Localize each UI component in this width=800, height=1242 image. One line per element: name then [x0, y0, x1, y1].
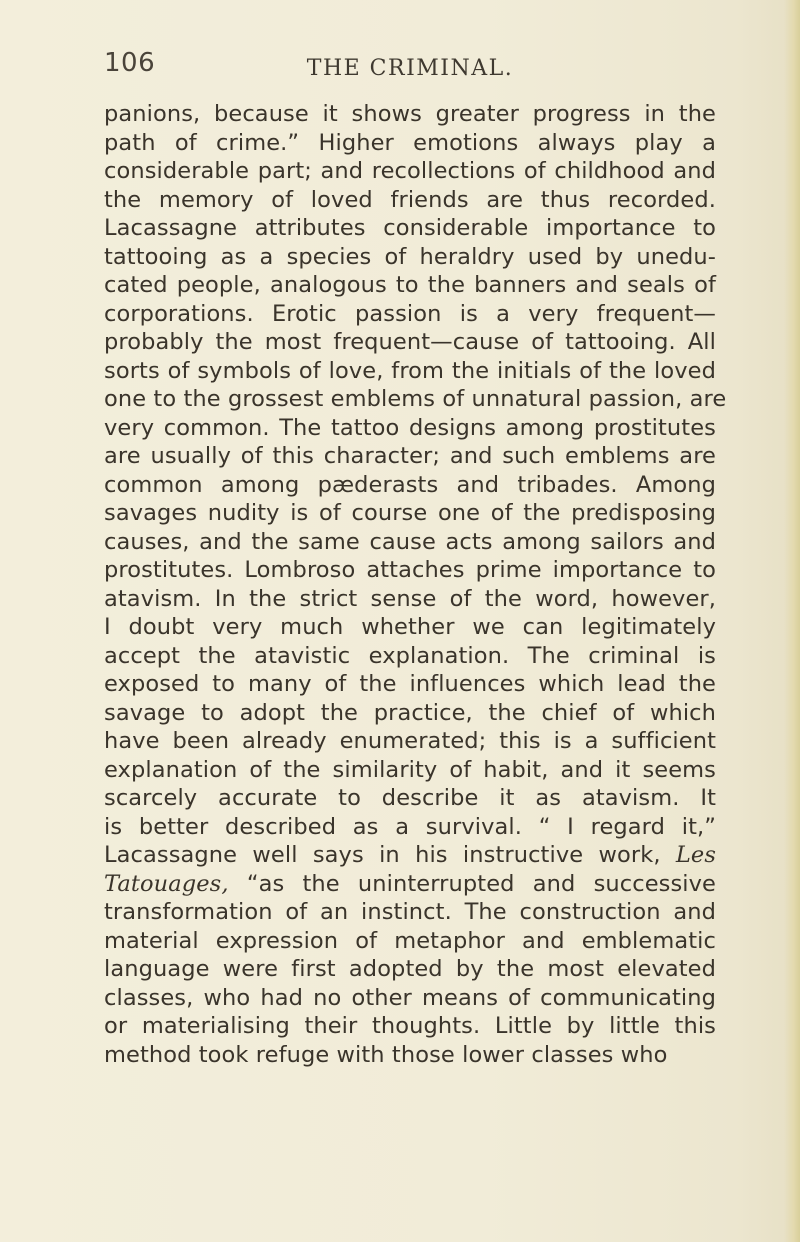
page-edge-shadow — [784, 0, 800, 1242]
text-line: one to the grossest emblems of unnatural passion, are — [104, 386, 727, 412]
text-line: material expression of metaphor and emblematic — [104, 927, 716, 954]
text-line: classes, who had no other means of communicating — [104, 984, 716, 1011]
text-line: I doubt very much whether we can legitimately — [104, 614, 716, 640]
text-line: tattooing as a species of heraldry used by unedu- — [104, 243, 716, 270]
text-line: explanation of the similarity of habit, and it seems — [104, 756, 716, 783]
text-line: are usually of this character; and such emblems are — [104, 443, 716, 469]
text-line: language were first adopted by the most elevated — [104, 956, 716, 982]
text-line: causes, and the same cause acts among sailors and — [104, 528, 716, 555]
text-line: exposed to many of the influences which lead the — [104, 671, 716, 697]
text-line: considerable part; and recollections of childhood and — [104, 158, 716, 184]
text-line: have been already enumerated; this is a sufficient — [104, 728, 716, 754]
text-line: method took refuge with those lower classes who — [104, 1041, 668, 1068]
text-line: or materialising their thoughts. Little by little this — [104, 1013, 716, 1039]
text-line: is better described as a survival. “ I regard it,” — [104, 813, 716, 840]
text-line: sorts of symbols of love, from the initials of the loved — [104, 357, 716, 384]
text-line: savage to adopt the practice, the chief of which — [104, 699, 716, 726]
italic-title-les: Les — [675, 842, 716, 868]
text-line: common among pæderasts and tribades. Among — [104, 471, 716, 498]
text-line: probably the most frequent—cause of tattooing. All — [104, 329, 716, 355]
italic-title-tatouages: Tatouages, — [104, 870, 229, 897]
text-line: Lacassagne attributes considerable importance to — [104, 215, 716, 241]
text-line: path of crime.” Higher emotions always play a — [104, 129, 716, 156]
running-head — [104, 48, 716, 88]
text-line: corporations. Erotic passion is a very frequent— — [104, 300, 716, 327]
text-line: panions, because it shows greater progress in the — [104, 101, 716, 127]
text-line: transformation of an instinct. The construction and — [104, 899, 716, 925]
text-line: cated people, analogous to the banners and seals of — [104, 272, 716, 298]
line-text: “as the uninterrupted and successive — [246, 870, 716, 897]
text-line: atavism. In the strict sense of the word, however, — [104, 585, 716, 612]
text-line: very common. The tattoo designs among prostitutes — [104, 414, 716, 441]
text-line: the memory of loved friends are thus recorded. — [104, 186, 716, 213]
text-line: scarcely accurate to describe it as atavism. It — [104, 785, 716, 811]
line-text: Lacassagne well says in his instructive work, — [104, 842, 661, 868]
body-text — [104, 100, 727, 1069]
text-line: prostitutes. Lombroso attaches prime importance to — [104, 557, 716, 583]
text-line-with-italic — [104, 841, 716, 870]
page-number: 106 — [104, 48, 156, 78]
text-line: accept the atavistic explanation. The criminal is — [104, 642, 716, 669]
text-line: savages nudity is of course one of the predisposing — [104, 500, 716, 526]
text-line-with-italic — [104, 870, 716, 899]
running-title: THE CRIMINAL. — [306, 56, 514, 81]
